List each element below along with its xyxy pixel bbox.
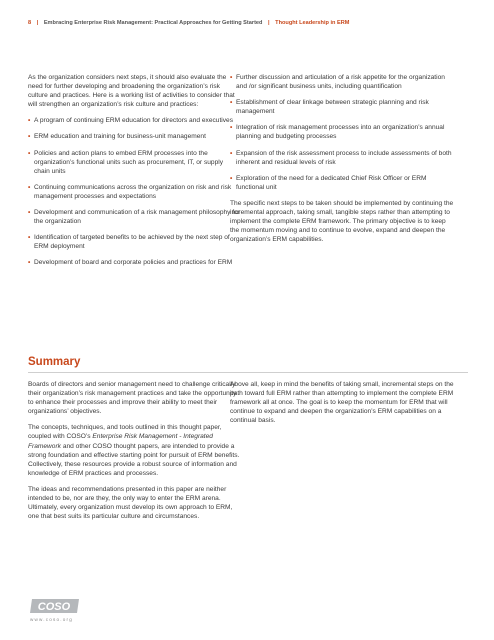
list-item: • Development and communication of a risk management philosophy for the organization: [28, 209, 240, 226]
summary-paragraph: The concepts, techniques, and tools outlined in this thought paper, coupled with COSO’s Enterprise Risk Management - Integrated Framework and other COSO thought papers, are intended to provide a strong foundation and effective starting point for pursuit of ERM benefits. Collectively, these resources provide a robust source of information and knowledge of ERM practices and processes.: [28, 424, 240, 477]
next-steps-closing: The specific next steps to be taken should be implemented by continuing the incremental approach, taking small, tangible steps rather than attempting to implement the complete ERM framework. The primary objective is to keep the momentum moving and to continue to evolve, expand and deepen the organization’s ERM capabilities.: [230, 199, 454, 244]
next-steps-intro: As the organization considers next steps, it should also evaluate the need for further developing and broadening the organization’s risk culture and practices. Here is a working list of activities to consider that will strengthen an organization’s risk culture and practices:: [28, 74, 235, 109]
list-item: • Continuing communications across the organization on risk and risk management processes and expectations: [28, 183, 232, 200]
header-separator: |: [268, 20, 270, 26]
bullet-icon: •: [230, 149, 233, 157]
list-item: • Development of board and corporate policies and practices for ERM: [28, 259, 233, 267]
list-item: • A program of continuing ERM education for directors and executives: [28, 117, 234, 125]
next-steps-right-column: [230, 73, 456, 251]
list-item: • Expansion of the risk assessment process to include assessments of both inherent and residual levels of risk: [230, 149, 452, 166]
list-item: • Policies and action plans to embed ERM processes into the organization’s functional units such as procurement, IT, or supply chain units: [28, 149, 223, 175]
bullet-icon: •: [28, 149, 31, 157]
bullet-icon: •: [230, 174, 233, 182]
website-url: www.coso.org: [30, 617, 73, 622]
header-separator: |: [36, 20, 39, 26]
summary-paragraph: Above all, keep in mind the benefits of taking small, incremental steps on the path toward full ERM rather than attempting to implement the complete ERM framework all at once. The goal is to keep the momentum for ERM that will continue to expand and deepen the organization’s ERM capabilities on a continual basis.: [230, 381, 454, 425]
summary-heading: Summary: [28, 356, 81, 368]
document-title: Embracing Enterprise Risk Management: Practical Approaches for Getting Started: [43, 20, 263, 26]
next-steps-list-right: [230, 73, 456, 192]
page-number: 8: [28, 20, 32, 26]
bullet-icon: •: [28, 183, 31, 191]
bullet-icon: •: [28, 209, 31, 217]
list-item: • ERM education and training for business-unit management: [28, 133, 206, 141]
bullet-icon: •: [230, 124, 233, 132]
next-steps-left-column: [28, 73, 240, 275]
summary-left-column: [28, 380, 240, 528]
list-item: • Establishment of clear linkage between strategic planning and risk management: [230, 99, 429, 116]
next-steps-list-left: [28, 116, 240, 267]
bullet-icon: •: [230, 99, 233, 107]
summary-paragraph: The ideas and recommendations presented in this paper are neither intended to be, nor are they, the only way to enter the ERM arena. Ultimately, every organization must develop its own approach to ERM, one that best suits its particular culture and circumstances.: [28, 485, 233, 521]
bullet-icon: •: [28, 117, 31, 125]
section-divider: [28, 372, 468, 373]
list-item: • Integration of risk management processes into an organization’s annual planning and budgeting processes: [230, 124, 445, 141]
framework-title: Enterprise Risk Management - Integrated Framework: [28, 433, 213, 450]
running-header: [28, 20, 468, 26]
bullet-icon: •: [28, 133, 31, 141]
list-item: • Identification of targeted benefits to be achieved by the next step of ERM deployment: [28, 234, 230, 251]
summary-right-column: [230, 380, 456, 432]
logo-text: COSO: [37, 601, 71, 613]
bullet-icon: •: [28, 234, 31, 242]
list-item: • Further discussion and articulation of a risk appetite for the organization and /or significant business units, including quantification: [230, 74, 445, 91]
list-item: • Exploration of the need for a dedicated Chief Risk Officer or ERM functional unit: [230, 174, 427, 191]
bullet-icon: •: [230, 74, 233, 81]
coso-logo: [30, 598, 80, 614]
bullet-icon: •: [28, 259, 31, 267]
section-title: Thought Leadership in ERM: [275, 20, 350, 26]
summary-paragraph: Boards of directors and senior management need to challenge critically their organization’s risk management practices and take the opportunity to enhance their processes and improve their ability to meet their organizations’ objectives.: [28, 381, 237, 416]
